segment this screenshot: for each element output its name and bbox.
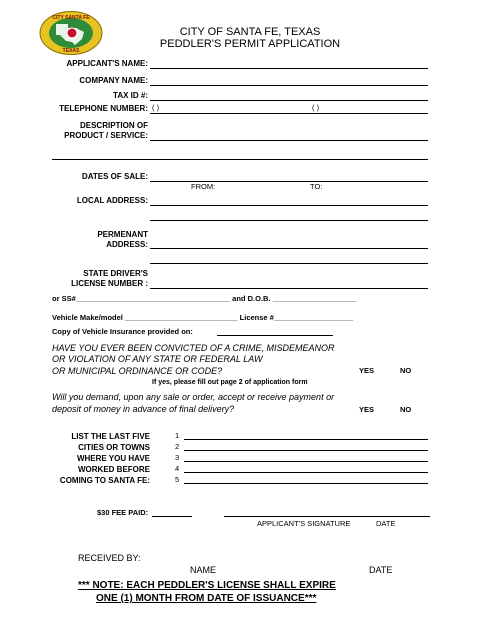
fee-paid-label: $30 FEE PAID: — [97, 508, 149, 517]
tax-id-field[interactable] — [150, 100, 428, 101]
telephone-label: TELEPHONE NUMBER: — [59, 104, 148, 113]
license-label-2: LICENSE NUMBER : — [71, 279, 148, 288]
signature-field[interactable] — [224, 516, 430, 517]
license-field[interactable] — [150, 288, 428, 289]
payment-question-2: deposit of money in advance of final delivery? — [52, 404, 235, 414]
to-label: TO: — [310, 182, 323, 191]
cities-label-4: WORKED BEFORE — [78, 465, 150, 474]
description-field-1[interactable] — [150, 140, 428, 141]
permanent-address-label-1: PERMENANT — [97, 230, 148, 239]
description-field-2[interactable] — [52, 159, 428, 160]
from-label: FROM: — [191, 182, 216, 191]
crime-question-2: OR VIOLATION OF ANY STATE OR FEDERAL LAW — [52, 354, 263, 364]
city-field-5[interactable] — [184, 483, 428, 484]
permanent-address-field-2[interactable] — [150, 263, 428, 264]
tax-id-label: TAX ID #: — [113, 91, 148, 100]
insurance-label: Copy of Vehicle Insurance provided on: — [52, 327, 193, 336]
expiration-note-2: ONE (1) MONTH FROM DATE OF ISSUANCE*** — [96, 593, 317, 604]
company-name-field[interactable] — [150, 85, 428, 86]
svg-text:CITY SANTA FE: CITY SANTA FE — [52, 15, 90, 21]
crime-yes-option[interactable]: YES — [359, 366, 375, 375]
payment-yes-option[interactable]: YES — [359, 405, 375, 414]
payment-no-option[interactable]: NO — [400, 405, 412, 414]
fee-paid-field[interactable] — [152, 516, 192, 517]
phone-paren-1: ( ) — [152, 103, 160, 112]
signature-date-label: DATE — [376, 519, 396, 528]
fill-page2-note: If yes, please fill out page 2 of application form — [152, 379, 308, 386]
city-number-1: 1 — [175, 431, 180, 440]
cities-label-1: LIST THE LAST FIVE — [71, 432, 150, 441]
company-name-label: COMPANY NAME: — [79, 76, 148, 85]
city-field-3[interactable] — [184, 461, 428, 462]
signature-label: APPLICANT'S SIGNATURE — [257, 519, 351, 528]
city-logo — [38, 10, 104, 56]
crime-no-option[interactable]: NO — [400, 366, 412, 375]
phone-paren-2: ( ) — [312, 103, 320, 112]
city-field-2[interactable] — [184, 450, 428, 451]
city-title: CITY OF SANTA FE, TEXAS — [179, 26, 321, 38]
applicant-name-field[interactable] — [150, 68, 428, 69]
license-label-1: STATE DRIVER'S — [83, 269, 148, 278]
cities-label-3: WHERE YOU HAVE — [76, 454, 150, 463]
applicant-name-label: APPLICANT'S NAME: — [66, 59, 148, 68]
local-address-field-1[interactable] — [150, 205, 428, 206]
city-field-4[interactable] — [184, 472, 428, 473]
permanent-address-label-2: ADDRESS: — [106, 240, 148, 249]
svg-text:TEXAS: TEXAS — [62, 48, 80, 54]
crime-question-3: OR MUNICIPAL ORDINANCE OR CODE? — [52, 366, 223, 376]
vehicle-line[interactable]: Vehicle Make/model ___________________________ License #___________________ — [52, 313, 354, 322]
local-address-field-2[interactable] — [150, 220, 428, 221]
cities-label-2: CITIES OR TOWNS — [78, 443, 150, 452]
form-title: PEDDLER'S PERMIT APPLICATION — [159, 38, 341, 50]
city-number-3: 3 — [175, 453, 180, 462]
city-number-2: 2 — [175, 442, 180, 451]
description-label-1: DESCRIPTION OF — [79, 121, 148, 130]
cities-label-5: COMING TO SANTA FE: — [59, 476, 150, 485]
received-date-label: DATE — [369, 565, 393, 575]
received-by-label: RECEIVED BY: — [78, 553, 141, 563]
city-number-4: 4 — [175, 464, 180, 473]
permanent-address-field-1[interactable] — [150, 248, 428, 249]
city-field-1[interactable] — [184, 439, 428, 440]
telephone-field[interactable] — [150, 113, 428, 114]
description-label-2: PRODUCT / SERVICE: — [64, 131, 148, 140]
insurance-field[interactable] — [217, 335, 333, 336]
dates-of-sale-label: DATES OF SALE: — [81, 172, 148, 181]
city-number-5: 5 — [175, 475, 180, 484]
crime-question-1: HAVE YOU EVER BEEN CONVICTED OF A CRIME, MISDEMEANOR — [52, 343, 335, 353]
local-address-label: LOCAL ADDRESS: — [76, 196, 148, 205]
received-name-label: NAME — [190, 565, 217, 575]
expiration-note-1: *** NOTE: EACH PEDDLER'S LICENSE SHALL EXPIRE — [78, 580, 336, 591]
ss-dob-line[interactable]: or SS#_____________________________________ and D.O.B. ____________________ — [52, 294, 357, 303]
payment-question-1: Will you demand, upon any sale or order, accept or receive payment or — [52, 392, 335, 402]
